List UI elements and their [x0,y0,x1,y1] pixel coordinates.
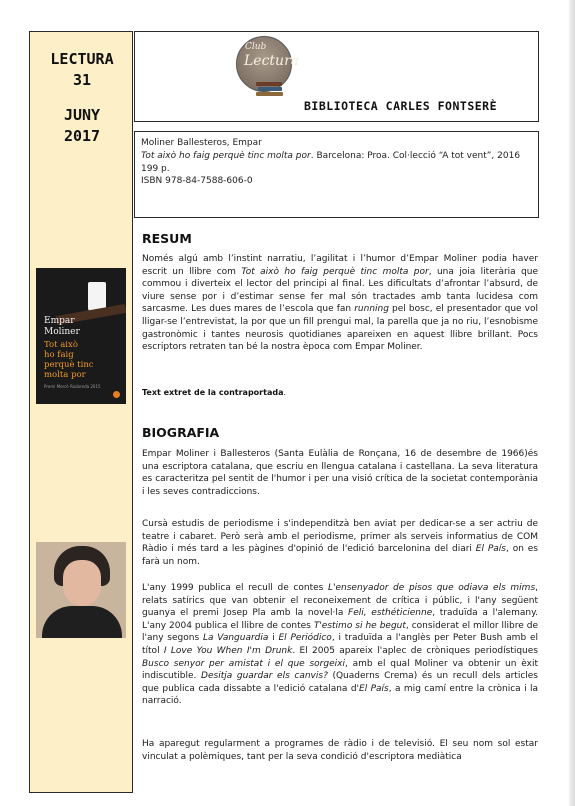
resum-heading: RESUM [142,231,192,246]
lectura-number: 31 [72,71,92,89]
logo-books-icon [256,82,284,98]
bio-paragraph-3: L'any 1999 publica el recull de contes L'ensenyador de pisos que odiava els mims, relats satírics que van obtenir el reconeixement de crítica i públic, i l'any següent guanya el premi Josep Pla amb la novel·la Feli, esthéticienne, traduïda a l'alemany. L'any 2004 publica el llibre de contes T'estimo si he begut, considerat el millor llibre de l'any segons La Vanguardia i El Periódico, i traduïda a l'anglès per Peter Bush amb el títol I Love You When I'm Drunk. El 2005 apareix l'aplec de cròniques periodístiques Busco senyor per amistat i el que sorgeixi, amb el qual Moliner va obtenir un èxit indiscutible. Desitja guardar els canvis? (Quaderns Crema) és un recull dels articles que publica cada dissabte a l'edició catalana d'El País, a mig camí entre la crònica i la narració. [142,583,539,707]
ref-title-line [141,150,532,163]
reading-number-block [30,49,134,147]
biografia-heading: BIOGRAFIA [142,425,220,440]
portrait-face [63,560,101,606]
month-label: JUNY [63,106,101,124]
cover-author: Empar Moliner [44,316,80,337]
cover-publisher-logo [113,391,120,398]
cover-title: Tot això ho faig perquè tinc molta por [44,340,94,380]
portrait-body [42,606,122,638]
page-edge-shadow [569,0,575,806]
lectura-label: LECTURA [50,50,114,68]
bio-paragraph-2: Cursà estudis de periodisme i s'independitzà ben aviat per dedicar-se a ser actriu de teatre i cabaret. Però serà amb el periodisme, primer als serveis informatius de COM Ràdio i més tard a les pàgines d'opinió de l'edició barcelonina del diari El País, on es farà un nom. [142,519,538,567]
resum-paragraph: Només algú amb l’instint narratiu, l’agilitat i l’humor d’Empar Moliner podia haver escrit un llibre com Tot això ho faig perquè tinc molta por, una joia literària que commou i diverteix el lector del principi al final. Les dificultats d’afrontar l’absurd, de viure sense por i d’estimar sense fer mal són tractades amb tanta lucidesa com sarcasme. Les dues mares de l’escola que fan running pel bosc, el presentador que vol lligar-se l’entrevistat, la por que un fill prengui mal, la parella que ja no riu, l’esnobisme gastronòmic i tantes neurosis quotidianes apareixen en aquest llibre brillant. Pocs escriptors retraten tan bé la nostra època com Empar Moliner. [142,254,539,353]
cover-prize-line: Premi Mercè Rodoreda 2015 [44,384,101,389]
year-label: 2017 [63,127,101,145]
logo-text-club: Club [245,42,267,52]
book-cover-image [36,268,126,404]
bio-paragraph-4: Ha aparegut regularment a programes de ràdio i de televisió. El seu nom sol estar vinculat a polèmiques, tant per la seva condició d'escriptora mediàtica [142,739,538,762]
ref-isbn: ISBN 978-84-7588-606-0 [141,176,253,187]
ref-pages: 199 p. [141,163,170,174]
sidebar-panel [29,31,133,793]
author-portrait [36,542,126,638]
ref-author: Moliner Ballesteros, Empar [141,138,262,148]
library-name: BIBLIOTECA CARLES FONTSERÈ [304,99,498,113]
ref-publication: . Barcelona: Proa. Col·lecció “A tot vent”, 2016 [310,150,521,161]
logo-text-lectura: Lectura [244,53,300,69]
bio-paragraph-1: Empar Moliner i Ballesteros (Santa Eulàlia de Ronçana, 16 de desembre de 1966)és una escriptora catalana, que escriu en llengua catalana i castellana. La seva literatura es caracteritza pel sentit de l'humor i per una visió crítica de la societat contemporània i les seves contradiccions. [142,449,538,497]
ref-title: Tot això ho faig perquè tinc molta por [141,150,311,161]
bibliographic-reference [134,131,539,218]
resum-source-note: Text extret de la contraportada. [142,388,287,397]
